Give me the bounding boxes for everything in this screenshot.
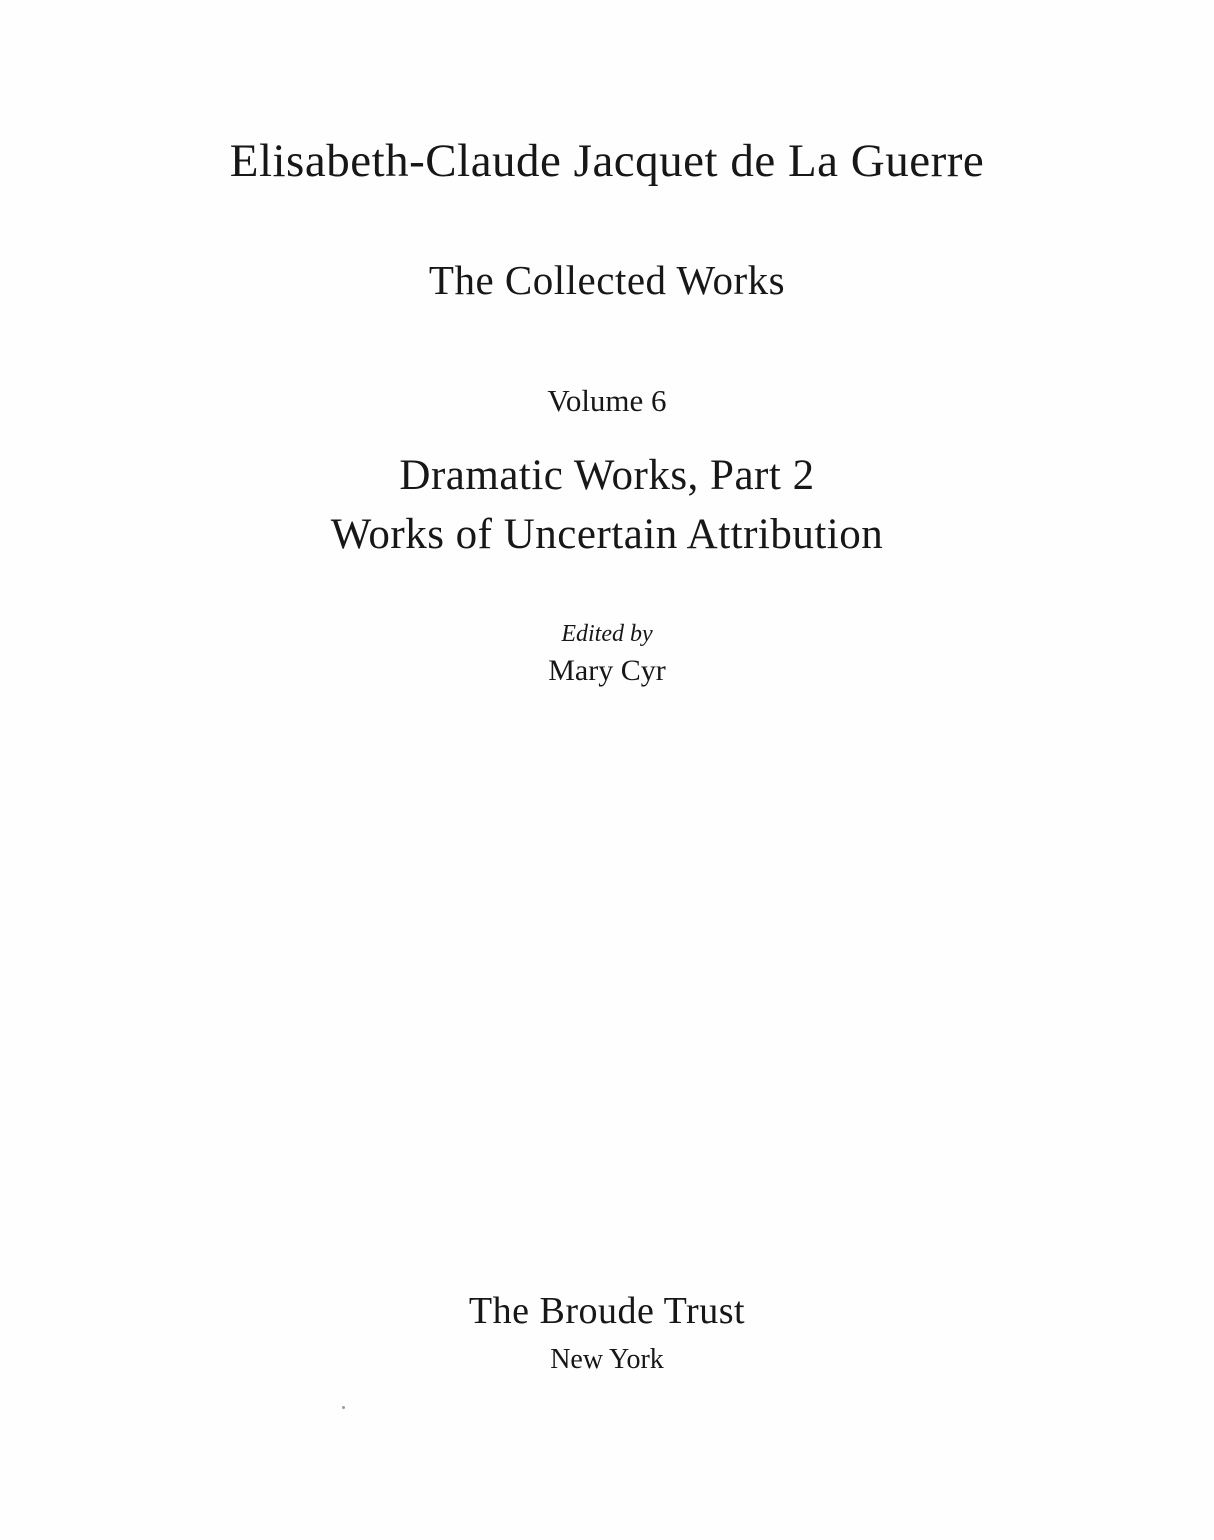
edited-by-label: Edited by	[561, 621, 653, 647]
series-title: The Collected Works	[428, 257, 786, 303]
editor-name: Mary Cyr	[548, 654, 666, 687]
work-title-line-1: Dramatic Works, Part 2	[399, 452, 815, 499]
work-title-line-2: Works of Uncertain Attribution	[330, 511, 884, 558]
volume-number: Volume 6	[547, 383, 667, 418]
author-name: Elisabeth-Claude Jacquet de La Guerre	[229, 135, 985, 187]
publisher-name: The Broude Trust	[468, 1290, 746, 1332]
scan-artifact-speck	[342, 1406, 345, 1409]
publisher-city: New York	[550, 1344, 664, 1375]
